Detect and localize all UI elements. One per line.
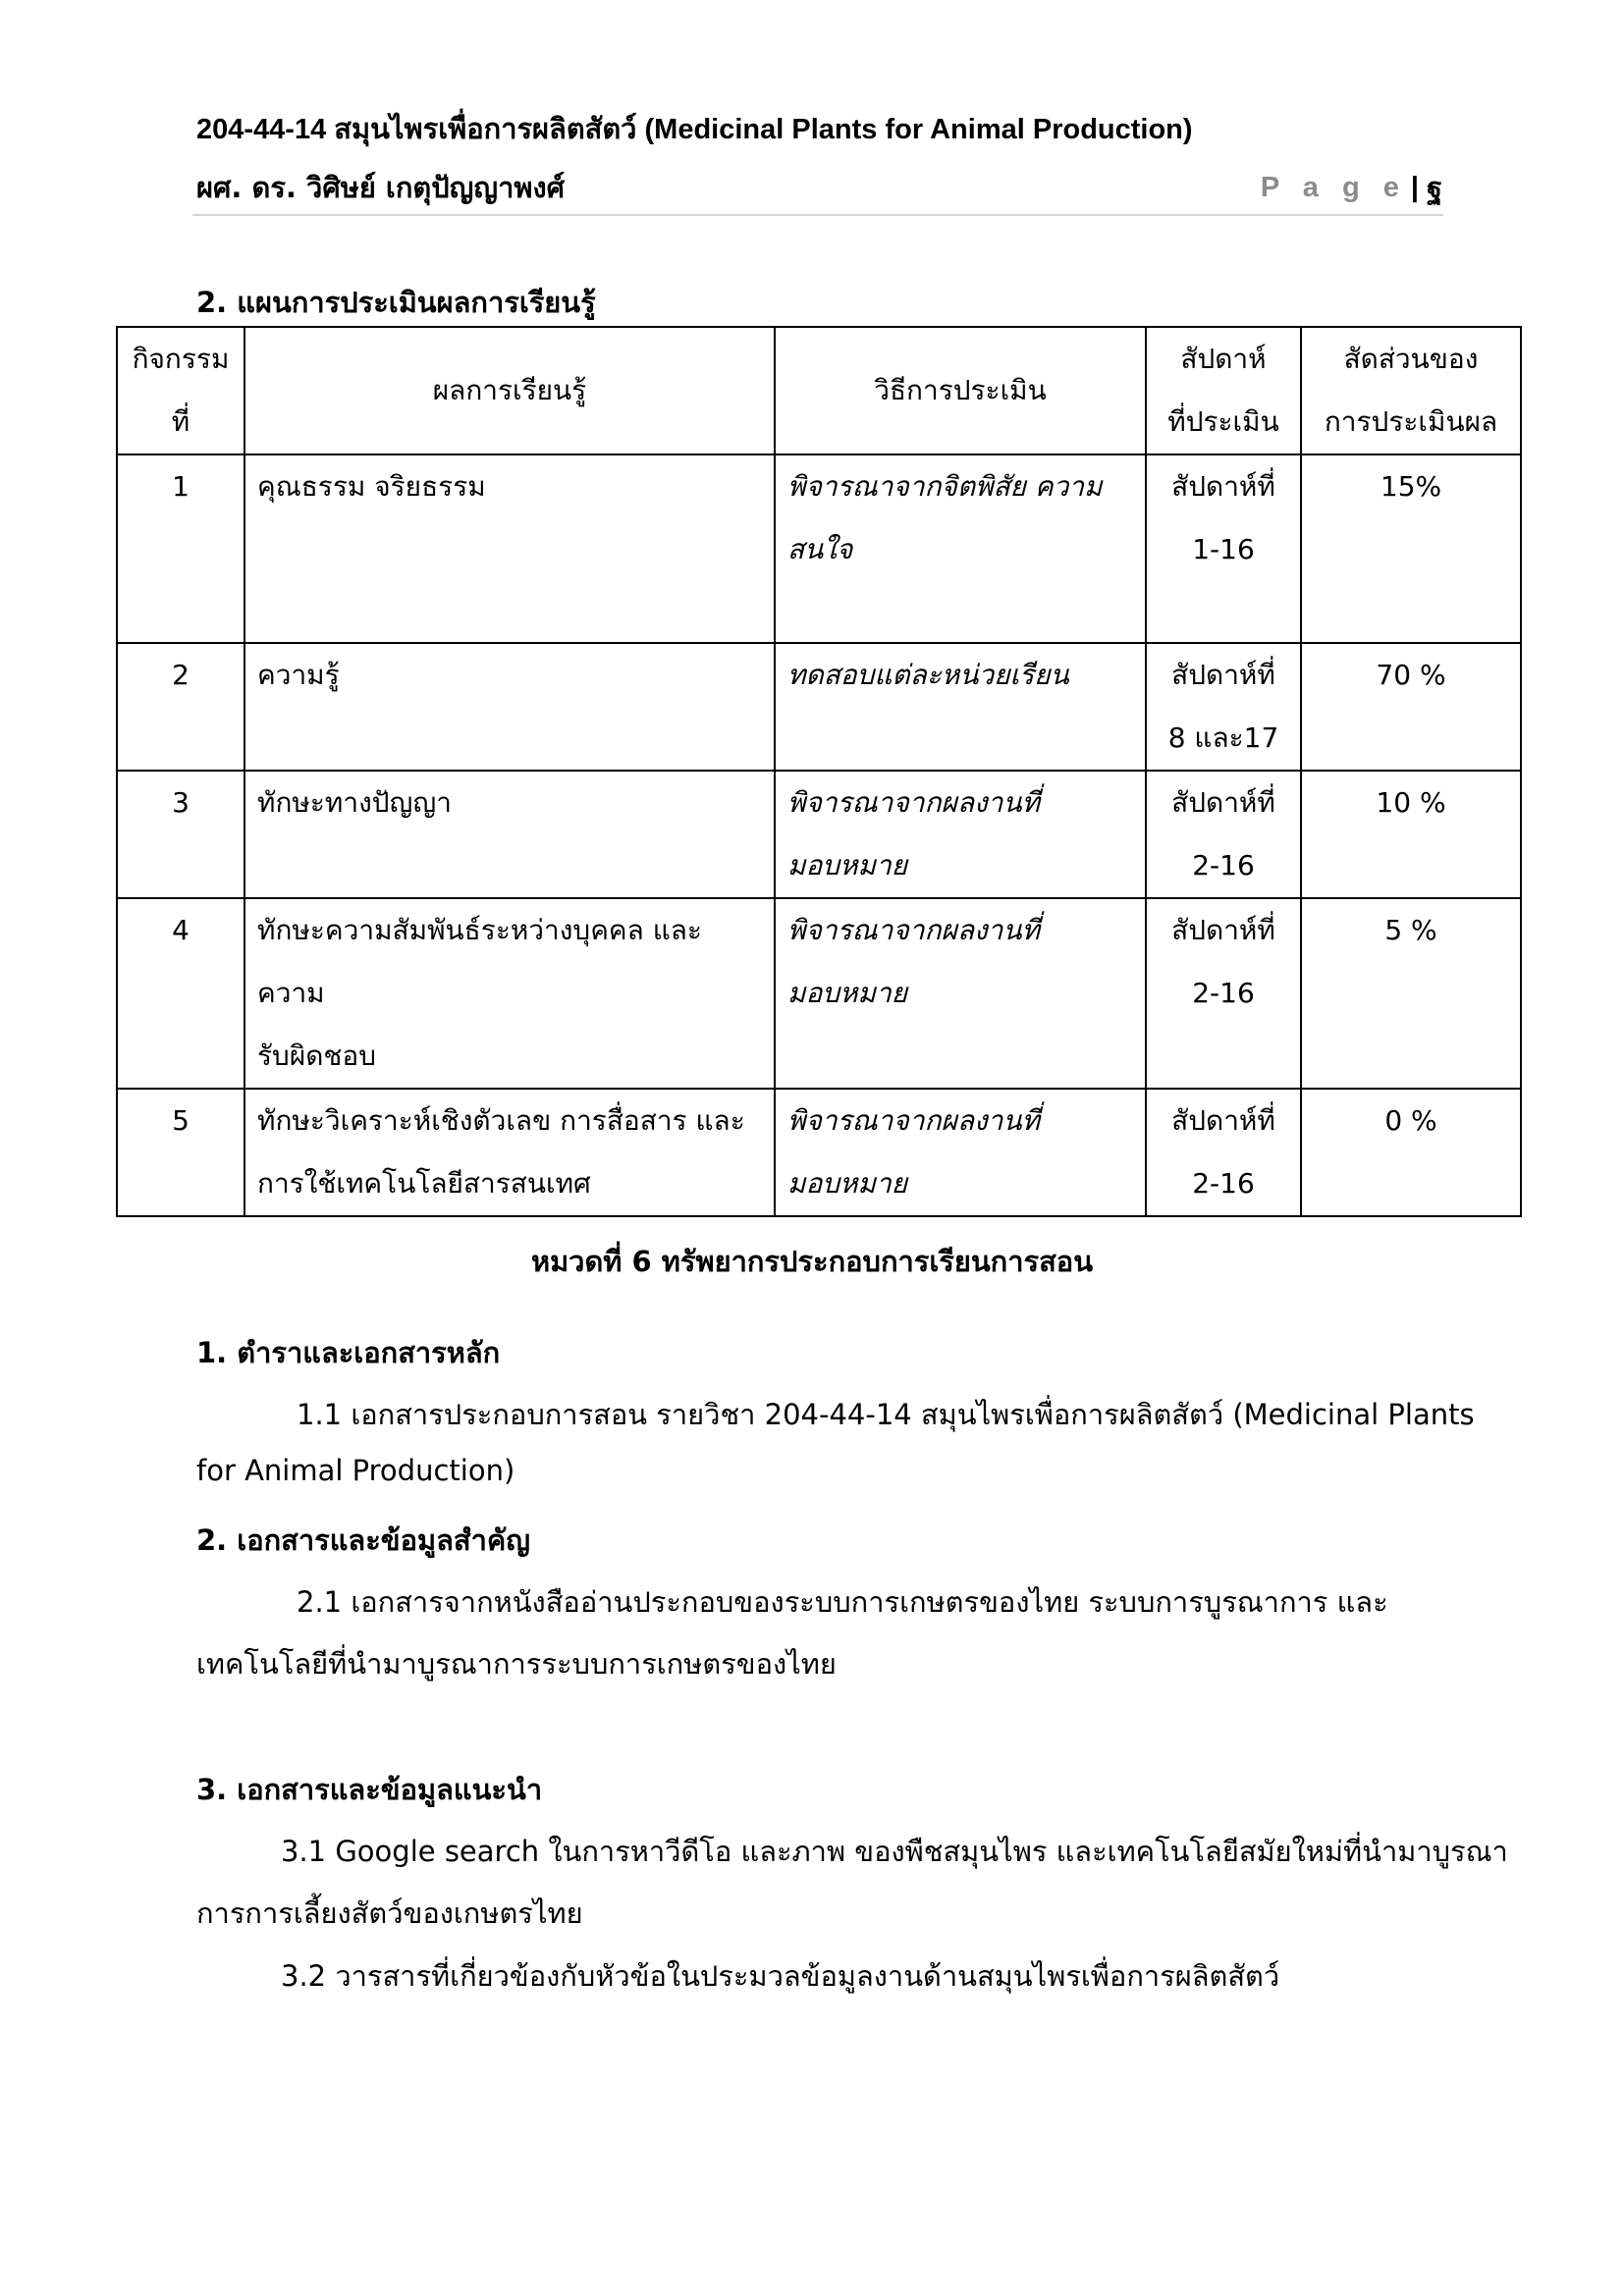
cell-outcome: ทักษะความสัมพันธ์ระหว่างบุคคล และ ความ รับผิดชอบ [244, 898, 775, 1089]
page-number: ฐ [1426, 173, 1442, 204]
course-title: 204-44-14 สมุนไพรเพื่อการผลิตสัตว์ (Medicinal Plants for Animal Production) [196, 114, 1193, 145]
cell-ratio: 10 % [1301, 771, 1521, 898]
cell-ratio: 5 % [1301, 898, 1521, 1089]
cell-ratio: 0 % [1301, 1089, 1521, 1216]
table-row [117, 1089, 1521, 1216]
instructor-name: ผศ. ดร. วิศิษย์ เกตุปัญญาพงศ์ [196, 171, 566, 204]
item1-text-line1: 1.1 เอกสารประกอบการสอน รายวิชา 204-44-14 สมุนไพรเพื่อการผลิตสัตว์ (Medicinal Plants [297, 1398, 1475, 1431]
page-separator: | [1410, 171, 1419, 203]
cell-no: 2 [117, 643, 244, 771]
header-method: วิธีการประเมิน [775, 327, 1146, 454]
table-row [117, 643, 1521, 771]
cell-outcome: ทักษะวิเคราะห์เชิงตัวเลข การสื่อสาร และ การใช้เทคโนโลยีสารสนเทศ [244, 1089, 775, 1216]
item3-text-line2: การการเลี้ยงสัตว์ของเกษตรไทย [196, 1896, 583, 1930]
cell-method: พิจารณาจากผลงานที่ มอบหมาย [775, 1089, 1146, 1216]
cell-week: สัปดาห์ที่ 8 และ17 [1146, 643, 1301, 771]
cell-week: สัปดาห์ที่ 2-16 [1146, 898, 1301, 1089]
section-heading: 2. แผนการประเมินผลการเรียนรู้ [196, 286, 596, 319]
cell-ratio: 70 % [1301, 643, 1521, 771]
cell-method: พิจารณาจากจิตพิสัย ความ สนใจ [775, 454, 1146, 643]
cell-week: สัปดาห์ที่ 2-16 [1146, 1089, 1301, 1216]
item2-text-line1: 2.1 เอกสารจากหนังสืออ่านประกอบของระบบการเกษตรของไทย ระบบการบูรณาการ และ [297, 1585, 1388, 1619]
cell-outcome: ทักษะทางปัญญา [244, 771, 775, 898]
item3-text-line1: 3.1 Google search ในการหาวีดีโอ และภาพ ของพืชสมุนไพร และเทคโนโลยีสมัยใหม่ที่นำมาบูรณา [281, 1835, 1508, 1868]
cell-week: สัปดาห์ที่ 1-16 [1146, 454, 1301, 643]
item2-heading: 2. เอกสารและข้อมูลสำคัญ [196, 1523, 530, 1557]
header-activity: กิจกรรม ที่ [117, 327, 244, 454]
cell-method: พิจารณาจากผลงานที่ มอบหมาย [775, 898, 1146, 1089]
cell-no: 4 [117, 898, 244, 1089]
header-outcome: ผลการเรียนรู้ [244, 327, 775, 454]
header-week: สัปดาห์ ที่ประเมิน [1146, 327, 1301, 454]
item1-text-line2: for Animal Production) [196, 1454, 515, 1487]
table-row [117, 898, 1521, 1089]
cell-no: 3 [117, 771, 244, 898]
cell-no: 5 [117, 1089, 244, 1216]
cell-method: ทดสอบแต่ละหน่วยเรียน [775, 643, 1146, 771]
cell-method: พิจารณาจากผลงานที่ มอบหมาย [775, 771, 1146, 898]
assessment-table [116, 326, 1522, 1217]
cell-outcome: ความรู้ [244, 643, 775, 771]
table-row [117, 454, 1521, 643]
item3-text-line3: 3.2 วารสารที่เกี่ยวข้องกับหัวข้อในประมวลข้อมูลงานด้านสมุนไพรเพื่อการผลิตสัตว์ [281, 1959, 1280, 1993]
cell-no: 1 [117, 454, 244, 643]
cell-ratio: 15% [1301, 454, 1521, 643]
page-label: P a g e [1260, 171, 1407, 203]
table-row [117, 771, 1521, 898]
table-header-row [117, 327, 1521, 454]
header-divider [192, 214, 1443, 216]
item1-heading: 1. ตำราและเอกสารหลัก [196, 1336, 501, 1369]
page-indicator [1261, 165, 1442, 210]
chapter-title: หมวดที่ 6 ทรัพยากรประกอบการเรียนการสอน [530, 1245, 1094, 1278]
item3-heading: 3. เอกสารและข้อมูลแนะนำ [196, 1773, 543, 1806]
cell-outcome: คุณธรรม จริยธรรม [244, 454, 775, 643]
header-ratio: สัดส่วนของ การประเมินผล [1301, 327, 1521, 454]
cell-week: สัปดาห์ที่ 2-16 [1146, 771, 1301, 898]
item2-text-line2: เทคโนโลยีที่นำมาบูรณาการระบบการเกษตรของไทย [196, 1647, 837, 1681]
